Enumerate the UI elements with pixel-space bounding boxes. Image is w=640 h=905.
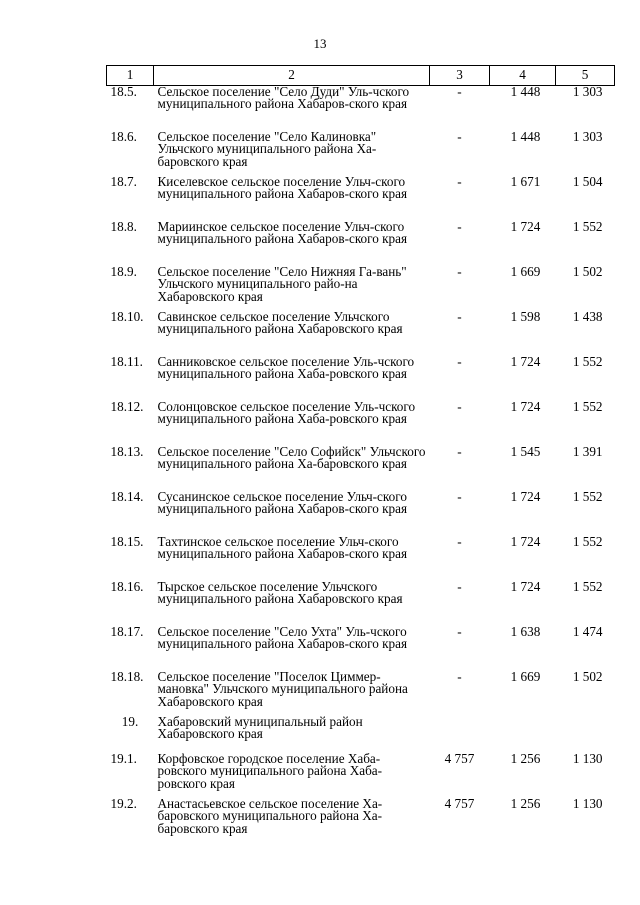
value-col-4: 1 256: [510, 796, 541, 811]
row-number: 18.18.: [110, 669, 144, 684]
column-header-3: 3: [430, 66, 490, 86]
value-col-3: -: [457, 669, 462, 684]
row-number: 18.12.: [110, 399, 144, 414]
row-number: 18.5.: [110, 84, 137, 99]
table-row: [107, 626, 615, 671]
row-number: 19.1.: [110, 751, 137, 766]
value-col-5: 1 303: [572, 84, 603, 99]
value-col-3: -: [457, 489, 462, 504]
value-col-5: 1 130: [572, 796, 603, 811]
value-col-4: 1 671: [510, 174, 541, 189]
row-number: 19.: [121, 714, 139, 729]
settlement-name: Мариинское сельское поселение Ульч-ского муниципального района Хабаров-ского края: [157, 219, 408, 247]
value-col-5: 1 391: [572, 444, 603, 459]
table-row: [107, 86, 615, 132]
column-header-1: 1: [107, 66, 154, 86]
settlement-name: Анастасьевское сельское поселение Ха-баровского муниципального района Ха-баровского края: [157, 796, 383, 836]
settlement-name: Сельское поселение "Село Софийск" Ульчского муниципального района Ха-баровского края: [157, 444, 426, 472]
value-col-5: 1 303: [572, 129, 603, 144]
value-col-3: -: [457, 534, 462, 549]
settlement-name: Сельское поселение "Село Калиновка" Ульчского муниципального района Ха-баровского края: [157, 129, 377, 169]
value-col-4: 1 724: [510, 579, 541, 594]
value-col-5: 1 502: [572, 264, 603, 279]
row-number: 18.15.: [110, 534, 144, 549]
value-col-3: -: [457, 354, 462, 369]
value-col-4: 1 256: [510, 751, 541, 766]
settlement-name: Тахтинское сельское поселение Ульч-ского муниципального района Хабаров-ского края: [157, 534, 408, 562]
table-row: [107, 671, 615, 716]
value-col-5: 1 474: [572, 624, 603, 639]
value-col-3: -: [457, 444, 462, 459]
value-col-4: 1 724: [510, 534, 541, 549]
value-col-5: [556, 716, 615, 753]
value-col-5: 1 438: [572, 309, 603, 324]
table-row: [107, 753, 615, 798]
value-col-5: 1 552: [572, 534, 603, 549]
table-row: [107, 176, 615, 221]
settlement-name: Сельское поселение "Поселок Циммер-мановка" Ульчского муниципального района Хабаровского края: [157, 669, 408, 709]
value-col-4: [490, 716, 556, 753]
settlement-name: Савинское сельское поселение Ульчского муниципального района Хабаровского края: [157, 309, 403, 337]
table-row: [107, 446, 615, 491]
row-number: 18.8.: [110, 219, 137, 234]
row-number: 18.7.: [110, 174, 137, 189]
settlement-name: Корфовское городское поселение Хаба-ровского муниципального района Хаба-ровского края: [157, 751, 383, 791]
table-row: [107, 311, 615, 356]
settlement-name: Солонцовское сельское поселение Уль-чского муниципального района Хаба-ровского края: [157, 399, 416, 427]
table-row: [107, 581, 615, 626]
table-row-section: [107, 716, 615, 753]
value-col-5: 1 130: [572, 751, 603, 766]
value-col-3: -: [457, 624, 462, 639]
data-table: [106, 65, 615, 843]
table-row: [107, 356, 615, 401]
value-col-3: -: [457, 309, 462, 324]
table-body: [107, 86, 615, 844]
row-number: 18.9.: [110, 264, 137, 279]
value-col-4: 1 545: [510, 444, 541, 459]
table-row: [107, 491, 615, 536]
value-col-4: 1 669: [510, 669, 541, 684]
header-row: [107, 66, 615, 86]
column-header-2: 2: [154, 66, 430, 86]
column-header-4: 4: [490, 66, 556, 86]
row-number: 18.16.: [110, 579, 144, 594]
row-number: 18.17.: [110, 624, 144, 639]
table-row: [107, 401, 615, 446]
value-col-5: 1 552: [572, 354, 603, 369]
row-number: 19.2.: [110, 796, 137, 811]
value-col-3: -: [457, 219, 462, 234]
value-col-3: -: [457, 129, 462, 144]
value-col-3: [430, 716, 490, 753]
value-col-5: 1 502: [572, 669, 603, 684]
value-col-3: -: [457, 579, 462, 594]
row-number: 18.13.: [110, 444, 144, 459]
row-number: 18.14.: [110, 489, 144, 504]
table-row: [107, 221, 615, 266]
value-col-3: 4 757: [444, 796, 475, 811]
value-col-4: 1 724: [510, 219, 541, 234]
row-number: 18.10.: [110, 309, 144, 324]
row-number: 18.6.: [110, 129, 137, 144]
settlement-name: Сельское поселение "Село Нижняя Га-вань" Ульчского муниципального райо-на Хабаровского края: [157, 264, 407, 304]
table-row: [107, 131, 615, 176]
value-col-5: 1 552: [572, 219, 603, 234]
page-number: 13: [313, 36, 327, 51]
settlement-name: Сельское поселение "Село Ухта" Уль-чского муниципального района Хабаров-ского края: [157, 624, 408, 652]
settlement-name: Киселевское сельское поселение Ульч-ского муниципального района Хабаров-ского края: [157, 174, 408, 202]
column-header-5: 5: [556, 66, 615, 86]
value-col-4: 1 448: [510, 84, 541, 99]
value-col-4: 1 724: [510, 489, 541, 504]
settlement-name: Санниковское сельское поселение Уль-чского муниципального района Хаба-ровского края: [157, 354, 415, 382]
settlement-name: Тырское сельское поселение Ульчского муниципального района Хабаровского края: [157, 579, 403, 607]
value-col-4: 1 598: [510, 309, 541, 324]
value-col-4: 1 669: [510, 264, 541, 279]
value-col-3: -: [457, 84, 462, 99]
value-col-5: 1 552: [572, 489, 603, 504]
value-col-5: 1 552: [572, 579, 603, 594]
value-col-3: 4 757: [444, 751, 475, 766]
value-col-4: 1 638: [510, 624, 541, 639]
row-number: 18.11.: [110, 354, 143, 369]
value-col-5: 1 552: [572, 399, 603, 414]
value-col-3: -: [457, 174, 462, 189]
value-col-3: -: [457, 264, 462, 279]
table-row: [107, 798, 615, 843]
value-col-5: 1 504: [572, 174, 603, 189]
table-header: [107, 66, 615, 86]
value-col-3: -: [457, 399, 462, 414]
table-row: [107, 536, 615, 581]
district-name: Хабаровский муниципальный район Хабаровского края: [157, 714, 363, 742]
value-col-4: 1 448: [510, 129, 541, 144]
settlement-name: Сельское поселение "Село Дуди" Уль-чского муниципального района Хабаров-ского края: [157, 84, 410, 112]
value-col-4: 1 724: [510, 399, 541, 414]
value-col-4: 1 724: [510, 354, 541, 369]
settlement-name: Сусанинское сельское поселение Ульч-ского муниципального района Хабаров-ского края: [157, 489, 408, 517]
table-row: [107, 266, 615, 311]
